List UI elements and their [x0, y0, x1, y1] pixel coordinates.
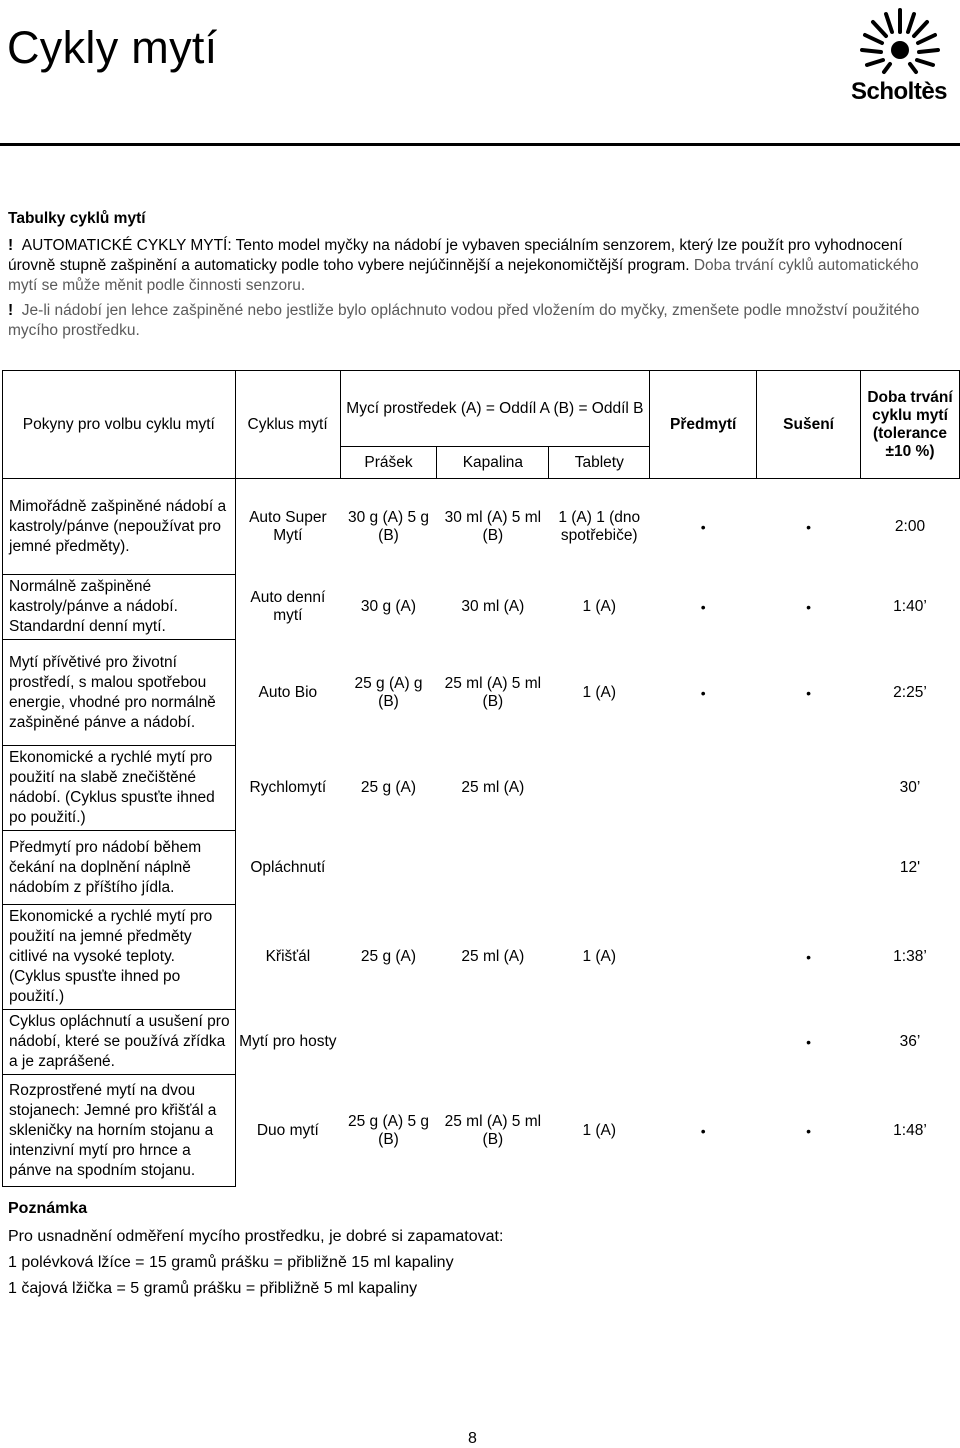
cell-prewash: •: [700, 684, 706, 701]
scholtes-logo: [848, 2, 952, 107]
cell-prewash: [650, 746, 757, 831]
brand-name: Scholtès: [851, 78, 948, 105]
cell-liquid: 30 ml (A) 5 ml (B): [444, 508, 542, 544]
header-divider: [0, 143, 960, 146]
cell-tablets: 1 (A) 1 (dno spotřebiče): [558, 508, 641, 544]
table-row: [3, 479, 960, 575]
cell-cycle: Rychlomytí: [249, 779, 327, 796]
cell-cycle: Auto denní mytí: [250, 589, 326, 624]
cell-instructions: Rozprostřené mytí na dvou stojanech: Jemné pro křišťál a skleničky na horním stojanu a intenzivní mytí pro hrnce a pánve na spodním stojanu.: [3, 1075, 236, 1187]
cell-powder: 25 g (A) 5 g (B): [348, 1112, 429, 1148]
note-heading: Poznámka: [8, 1200, 88, 1217]
intro-paragraph-1: [8, 236, 952, 296]
cell-instructions: Ekonomické a rychlé mytí pro použití na slabě znečištěné nádobí. (Cyklus spusťte ihned po použití.): [3, 746, 236, 831]
cell-liquid: 25 ml (A): [461, 948, 525, 965]
cell-powder: [340, 1010, 437, 1075]
cell-cycle: Mytí pro hosty: [239, 1033, 337, 1050]
cell-powder: 30 g (A) 5 g (B): [348, 508, 429, 544]
cell-prewash: [650, 905, 757, 1010]
intro-text: AUTOMATICKÉ CYKLY MYTÍ: Tento model myčky na nádobí je vybaven speciálním senzorem, který lze použít pro vyhodnocení úrovně stupně zašpinění a automaticky podle toho vybere nejúčinnější a nejekonomičtější program.: [8, 237, 903, 274]
cell-duration: 2:00: [894, 517, 926, 535]
page-title: Cykly mytí: [7, 22, 218, 73]
cell-tablets: [549, 746, 650, 831]
header-cycle: Cyklus mytí: [235, 371, 340, 479]
cell-cycle: Auto Super Mytí: [249, 508, 327, 544]
cell-tablets: 1 (A): [582, 948, 617, 965]
header-powder: Prášek: [340, 447, 437, 479]
cell-duration: 12': [899, 858, 921, 876]
header-drying: Sušení: [757, 371, 861, 479]
table-row: [3, 1010, 960, 1075]
cell-liquid: 25 ml (A) 5 ml (B): [444, 1112, 542, 1148]
cell-powder: [340, 831, 437, 905]
cell-drying: [757, 831, 861, 905]
cell-drying: •: [806, 684, 811, 701]
cell-tablets: [549, 1010, 650, 1075]
table-row: [3, 831, 960, 905]
cell-liquid: [437, 831, 549, 905]
table-row: [3, 575, 960, 640]
cell-prewash: [650, 831, 757, 905]
cell-liquid: 25 ml (A) 5 ml (B): [444, 674, 542, 710]
cell-instructions: Cyklus opláchnutí a usušení pro nádobí, které se používá zřídka a je zaprášené.: [3, 1010, 236, 1075]
cell-drying: •: [806, 518, 811, 535]
table-row: [3, 640, 960, 746]
cell-prewash: •: [700, 518, 706, 535]
section-title: Tabulky cyklů mytí: [8, 210, 146, 227]
sunburst-logo-icon: [848, 2, 952, 78]
cell-duration: 2:25’: [893, 683, 927, 701]
header-detergent: Mycí prostředek (A) = Oddíl A (B) = Oddíl B: [340, 371, 650, 447]
note-line: 1 polévková lžíce = 15 gramů prášku = přibližně 15 ml kapaliny: [8, 1254, 454, 1271]
cell-instructions: Normálně zašpiněné kastroly/pánve a nádobí. Standardní denní mytí.: [3, 575, 236, 640]
cell-tablets: 1 (A): [582, 1121, 617, 1139]
table-row: [3, 746, 960, 831]
cell-powder: 25 g (A): [360, 779, 417, 796]
cell-drying: •: [806, 1122, 811, 1139]
cell-powder: 25 g (A) g (B): [354, 674, 423, 710]
cell-prewash: [650, 1010, 757, 1075]
header-prewash: Předmytí: [650, 371, 757, 479]
cell-duration: 1:48’: [893, 1121, 927, 1139]
cell-duration: 1:38’: [893, 948, 927, 965]
cell-drying: [757, 746, 861, 831]
cell-drying: •: [806, 949, 811, 965]
page-number: 8: [468, 1430, 477, 1447]
cell-liquid: 30 ml (A): [461, 598, 525, 615]
cell-cycle: Auto Bio: [258, 683, 318, 701]
cell-duration: 30’: [899, 779, 921, 796]
table-row: [3, 905, 960, 1010]
cell-powder: 30 g (A): [360, 598, 417, 615]
header-liquid: Kapalina: [437, 447, 549, 479]
cell-prewash: •: [700, 1122, 706, 1139]
cell-instructions: Ekonomické a rychlé mytí pro použití na jemné předměty citlivé na vysoké teploty. (Cyklus spusťte ihned po použití.): [3, 905, 236, 1010]
cycle-table: [2, 370, 960, 1187]
cell-cycle: Opláchnutí: [250, 858, 326, 876]
header-instructions: Pokyny pro volbu cyklu mytí: [3, 371, 236, 479]
cell-drying: •: [806, 1034, 811, 1050]
header-duration: Doba trvání cyklu mytí (tolerance ±10 %): [860, 371, 959, 479]
cell-powder: 25 g (A): [360, 948, 417, 965]
cell-instructions: Předmytí pro nádobí během čekání na doplnění náplně nádobím z příštího jídla.: [3, 831, 236, 905]
cell-duration: 1:40’: [893, 598, 927, 615]
cell-cycle: Duo mytí: [256, 1121, 319, 1139]
note-line: 1 čajová lžička = 5 gramů prášku = přibližně 5 ml kapaliny: [8, 1280, 418, 1297]
cell-liquid: [437, 1010, 549, 1075]
cell-tablets: [549, 831, 650, 905]
cell-instructions: Mytí přívětivé pro životní prostředí, s malou spotřebou energie, vhodné pro normálně zašpiněné pánve a nádobí.: [3, 640, 236, 746]
intro-paragraph-2: [8, 301, 952, 341]
cell-cycle: Křišťál: [265, 948, 311, 965]
cell-liquid: 25 ml (A): [461, 779, 525, 796]
cell-drying: •: [806, 599, 811, 615]
note-line: Pro usnadnění odměření mycího prostředku, je dobré si zapamatovat:: [8, 1228, 504, 1245]
cell-duration: 36’: [899, 1033, 921, 1050]
intro-text-gray: Doba trvání cyklů automatického mytí se může měnit podle činnosti senzoru.: [8, 257, 919, 294]
cell-prewash: •: [700, 599, 706, 615]
cell-tablets: 1 (A): [582, 683, 617, 701]
warning-mark: !: [8, 302, 14, 319]
cell-instructions: Mimořádně zašpiněné nádobí a kastroly/pánve (nepoužívat pro jemné předměty).: [3, 479, 236, 575]
warning-mark: !: [8, 237, 14, 254]
cell-tablets: 1 (A): [582, 598, 617, 615]
header-tablets: Tablety: [549, 447, 650, 479]
table-row: [3, 1075, 960, 1187]
intro-text: Je-li nádobí jen lehce zašpiněné nebo jestliže bylo opláchnuto vodou před vložením do myčky, zmenšete podle množství použitého mycího prostředku.: [8, 302, 920, 339]
